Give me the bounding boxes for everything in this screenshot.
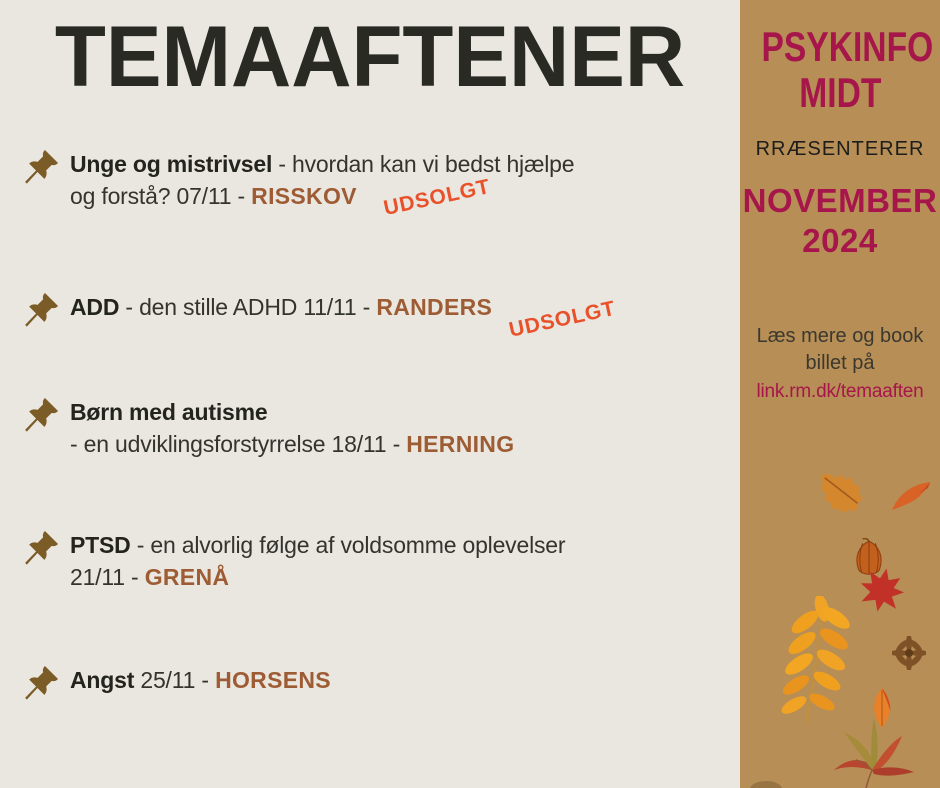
event-description: - en udviklingsforstyrrelse 18/11 - (70, 431, 407, 457)
pushpin-icon (23, 528, 61, 566)
event-line (70, 291, 618, 342)
event-line (70, 175, 574, 221)
rowan-leaf-icon (772, 596, 868, 733)
star-anise-icon (892, 636, 926, 675)
cta-line1: Læs mere og book (756, 325, 924, 347)
event-city: RANDERS (376, 294, 493, 320)
brand-line1: PSYKINFO (761, 23, 934, 70)
event-line (70, 428, 514, 460)
cta-line2: billet på (805, 352, 875, 374)
event-date: og forstå? 07/11 - (70, 183, 252, 209)
cta-text (740, 323, 940, 377)
event-description: - hvordan kan vi bedst hjælpe (272, 151, 575, 177)
pointed-leaf-icon (890, 478, 932, 523)
presents-label: RRÆSENTERER (755, 138, 925, 160)
event-topic: PTSD (70, 532, 131, 558)
sold-out-badge: UDSOLGT (507, 296, 618, 342)
event-topic: ADD (70, 294, 120, 320)
physalis-icon (852, 538, 886, 585)
pushpin-icon (23, 147, 61, 185)
event-line (70, 148, 574, 180)
event-topic: Børn med autisme (70, 399, 268, 425)
month-year (740, 181, 940, 261)
sidebar-panel (740, 0, 940, 788)
pushpin-icon (23, 663, 61, 701)
event-item-angst (70, 664, 331, 696)
oak-leaf-icon (818, 462, 870, 523)
event-line (70, 664, 331, 696)
event-item-unge-og-mistrivsel (70, 148, 575, 221)
event-item-add (70, 291, 618, 342)
event-description: - en alvorlig følge af voldsomme oplevelser (130, 532, 566, 558)
maple-leaf-icon (858, 568, 906, 617)
brand-line2: MIDT (798, 69, 882, 116)
pushpin-icon (23, 290, 61, 328)
brand-psykinfo-midt (740, 0, 940, 116)
event-city: HORSENS (215, 667, 331, 693)
event-description: - den stille ADHD 11/11 - (119, 294, 377, 320)
creeper-leaf-icon (826, 712, 918, 788)
month-label: NOVEMBER (742, 182, 938, 219)
page-title: TEMAAFTENER (54, 9, 686, 105)
event-topic: Unge og mistrivsel (70, 151, 273, 177)
teardrop-leaf-icon (868, 686, 896, 735)
event-city: RISSKOV (251, 183, 357, 209)
event-line (70, 396, 514, 428)
event-line (70, 561, 565, 593)
event-line (70, 529, 565, 561)
year-label: 2024 (802, 222, 878, 259)
event-city: HERNING (406, 431, 515, 457)
event-item-ptsd (70, 529, 565, 593)
event-date: 21/11 - (70, 564, 145, 590)
booking-link[interactable]: link.rm.dk/temaaften (756, 381, 924, 402)
event-city: GRENÅ (144, 564, 230, 590)
leaf-fragment-icon (748, 776, 784, 788)
event-topic: Angst (70, 667, 135, 693)
event-item-born-med-autisme (70, 396, 514, 460)
sold-out-badge: UDSOLGT (381, 175, 493, 221)
pushpin-icon (23, 395, 61, 433)
event-date: 25/11 - (134, 667, 216, 693)
